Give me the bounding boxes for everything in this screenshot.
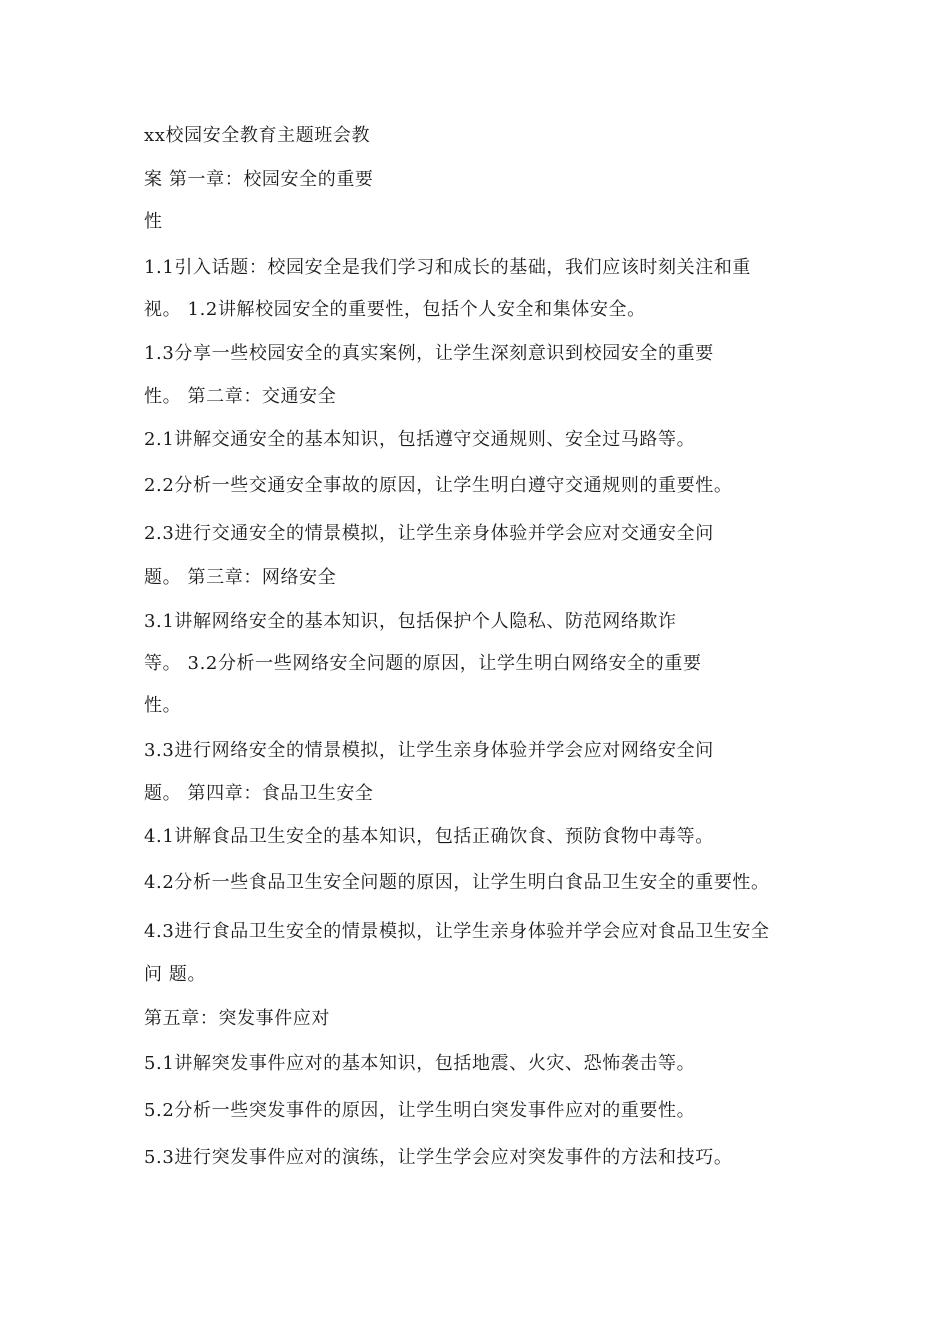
text-line: 5.3进行突发事件应对的演练，让学生学会应对突发事件的方法和技巧。 xyxy=(144,1147,733,1168)
text-line: 2.2分析一些交通安全事故的原因，让学生明白遵守交通规则的重要性。 xyxy=(144,475,733,496)
text-line: 性。 第二章：交通安全 xyxy=(144,386,337,407)
text-line: 3.1讲解网络安全的基本知识，包括保护个人隐私、防范网络欺诈 xyxy=(144,611,677,632)
text-line: 4.2分析一些食品卫生安全问题的原因，让学生明白食品卫生安全的重要性。 xyxy=(144,872,770,893)
text-line: 题。 第四章：食品卫生安全 xyxy=(144,783,374,804)
text-line: 等。 3.2分析一些网络安全问题的原因，让学生明白网络安全的重要 xyxy=(144,653,702,674)
text-line: 2.1讲解交通安全的基本知识，包括遵守交通规则、安全过马路等。 xyxy=(144,429,696,450)
title-line-2: 案 第一章：校园安全的重要 xyxy=(144,169,374,190)
text-line: 3.3进行网络安全的情景模拟，让学生亲身体验并学会应对网络安全问 xyxy=(144,740,714,761)
text-line: 题。 第三章：网络安全 xyxy=(144,567,337,588)
text-line: 4.1讲解食品卫生安全的基本知识，包括正确饮食、预防食物中毒等。 xyxy=(144,826,714,847)
text-line: 问 题。 xyxy=(144,964,207,985)
text-line: 1.1引入话题：校园安全是我们学习和成长的基础，我们应该时刻关注和重 xyxy=(144,257,752,278)
text-line: 1.3分享一些校园安全的真实案例，让学生深刻意识到校园安全的重要 xyxy=(144,343,714,364)
text-line: 视。 1.2讲解校园安全的重要性，包括个人安全和集体安全。 xyxy=(144,299,646,320)
text-line: 5.2分析一些突发事件的原因，让学生明白突发事件应对的重要性。 xyxy=(144,1100,696,1121)
text-line: 5.1讲解突发事件应对的基本知识，包括地震、火灾、恐怖袭击等。 xyxy=(144,1053,696,1074)
text-line: 4.3进行食品卫生安全的情景模拟，让学生亲身体验并学会应对食品卫生安全 xyxy=(144,921,770,942)
section-heading: 第五章：突发事件应对 xyxy=(144,1008,330,1029)
text-line: 性 xyxy=(144,211,163,232)
text-line: 性。 xyxy=(144,695,182,716)
title-line-1: xx校园安全教育主题班会教 xyxy=(144,125,371,146)
text-line: 2.3进行交通安全的情景模拟，让学生亲身体验并学会应对交通安全问 xyxy=(144,523,714,544)
